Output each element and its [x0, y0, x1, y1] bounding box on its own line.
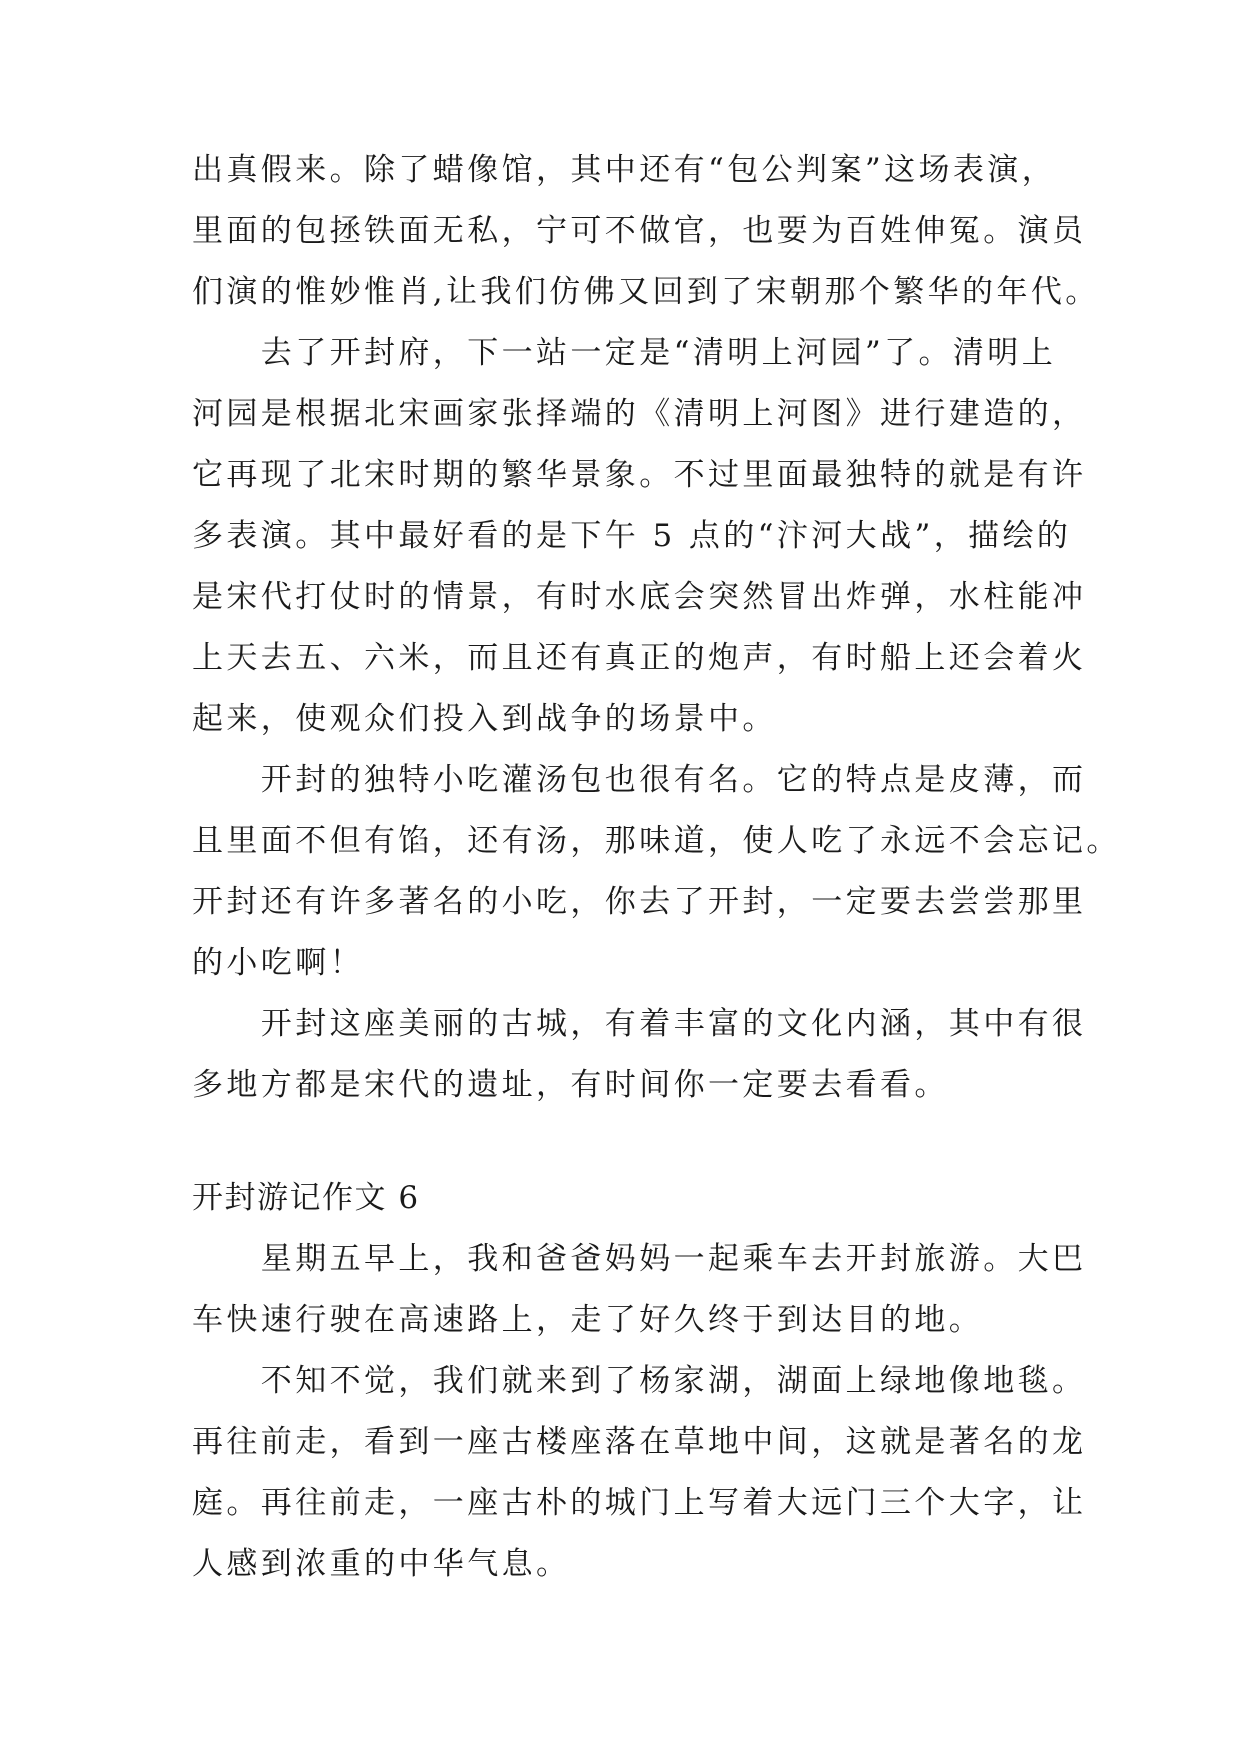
text-line-20: 再往前走，看到一座古楼座落在草地中间，这就是著名的龙 [192, 1424, 1087, 1460]
text-line-21: 庭。再往前走，一座古朴的城门上写着大远门三个大字，让 [192, 1485, 1087, 1521]
text-line-16: 多地方都是宋代的遗址，有时间你一定要去看看。 [192, 1067, 949, 1103]
text-line-2: 里面的包拯铁面无私，宁可不做官，也要为百姓伸冤。演员 [192, 213, 1087, 249]
text-line-4: 去了开封府，下一站一定是“清明上河园”了。清明上 [192, 335, 1057, 371]
text-line-9: 上天去五、六米，而且还有真正的炮声，有时船上还会着火 [192, 640, 1087, 676]
text-line-7: 多表演。其中最好看的是下午 5 点的“汴河大战”，描绘的 [192, 518, 1072, 554]
text-line-1: 出真假来。除了蜡像馆，其中还有“包公判案”这场表演， [192, 152, 1057, 188]
text-line-17: 星期五早上，我和爸爸妈妈一起乘车去开封旅游。大巴 [192, 1241, 1087, 1277]
text-line-11: 开封的独特小吃灌汤包也很有名。它的特点是皮薄，而 [192, 762, 1087, 798]
text-line-13: 开封还有许多著名的小吃，你去了开封，一定要去尝尝那里 [192, 884, 1087, 920]
text-line-12: 且里面不但有馅，还有汤，那味道，使人吃了永远不会忘记。 [192, 823, 1121, 859]
section-heading: 开封游记作文 6 [192, 1180, 420, 1216]
text-line-22: 人感到浓重的中华气息。 [192, 1546, 571, 1582]
text-line-6: 它再现了北宋时期的繁华景象。不过里面最独特的就是有许 [192, 457, 1087, 493]
text-line-3: 们演的惟妙惟肖,让我们仿佛又回到了宋朝那个繁华的年代。 [192, 274, 1100, 310]
text-line-8: 是宋代打仗时的情景，有时水底会突然冒出炸弹，水柱能冲 [192, 579, 1087, 615]
text-line-5: 河园是根据北宋画家张择端的《清明上河图》进行建造的， [192, 396, 1087, 432]
text-line-10: 起来，使观众们投入到战争的场景中。 [192, 701, 777, 737]
text-line-14: 的小吃啊！ [192, 945, 364, 981]
text-line-15: 开封这座美丽的古城，有着丰富的文化内涵，其中有很 [192, 1006, 1087, 1042]
text-line-19: 不知不觉，我们就来到了杨家湖，湖面上绿地像地毯。 [192, 1363, 1087, 1399]
text-line-18: 车快速行驶在高速路上，走了好久终于到达目的地。 [192, 1302, 984, 1338]
